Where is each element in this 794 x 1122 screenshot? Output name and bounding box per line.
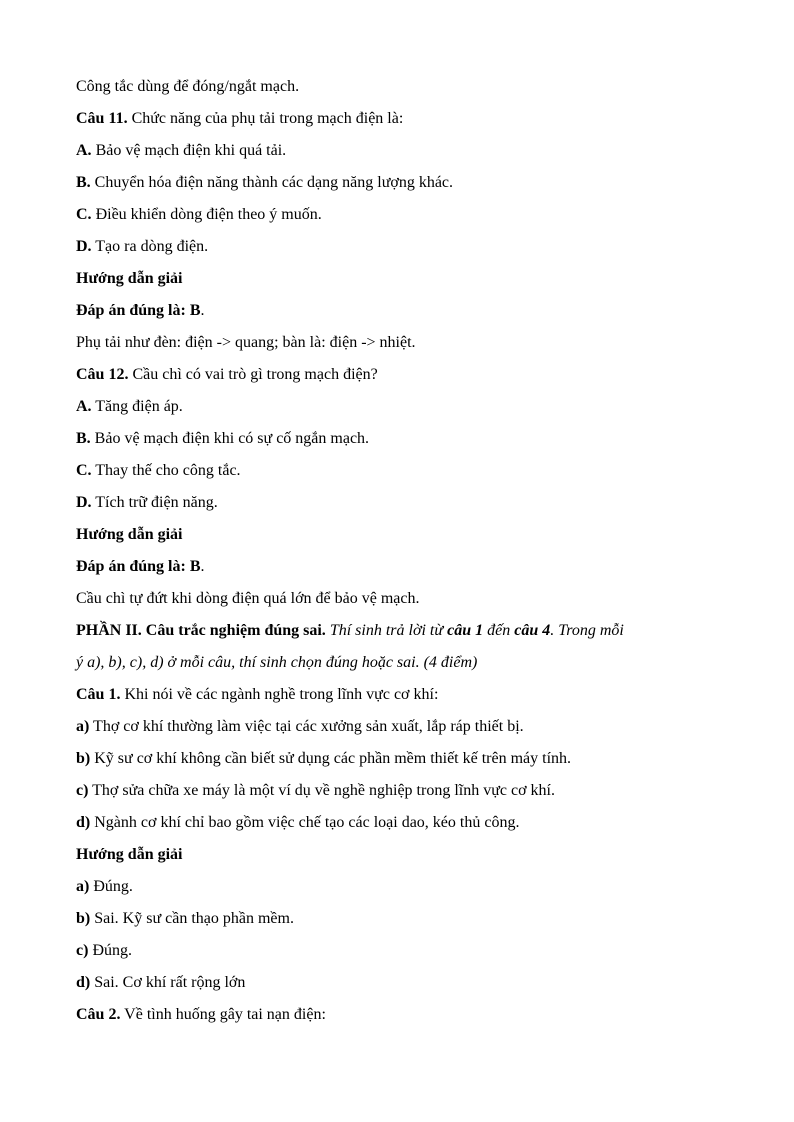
option-text: Bảo vệ mạch điện khi quá tải. — [91, 142, 287, 159]
option-c — [76, 205, 736, 225]
option-b — [76, 429, 736, 449]
part-2-heading — [76, 621, 736, 641]
statement-label: c) — [76, 782, 89, 799]
solution-text: Đúng. — [88, 942, 132, 959]
option-text: Thay thế cho công tắc. — [91, 462, 241, 479]
answer-line — [76, 557, 736, 577]
explanation — [76, 589, 736, 609]
solution-label: d) — [76, 974, 91, 991]
option-label: A. — [76, 142, 92, 159]
answer-text: . — [200, 558, 205, 575]
answer-line — [76, 301, 736, 321]
paragraph-text: Công tắc dùng để đóng/ngắt mạch. — [76, 78, 300, 95]
solution-b — [76, 909, 736, 929]
part2-question-2 — [76, 1005, 736, 1025]
statement-label: a) — [76, 718, 90, 735]
option-label: D. — [76, 494, 92, 511]
question-label: Câu 1. — [76, 686, 121, 703]
solution-label: a) — [76, 878, 90, 895]
solution-text: Sai. Cơ khí rất rộng lớn — [90, 974, 246, 991]
option-label: B. — [76, 430, 91, 447]
statement-c — [76, 781, 736, 801]
option-d — [76, 237, 736, 257]
solution-heading-text: Hướng dẫn giải — [76, 846, 183, 863]
solution-text: Đúng. — [89, 878, 133, 895]
instruction-bold: câu 1 — [447, 622, 484, 639]
statement-text: Thợ sửa chữa xe máy là một ví dụ về nghề nghiệp trong lĩnh vực cơ khí. — [88, 782, 555, 799]
instruction-text: đến — [483, 622, 515, 639]
solution-heading — [76, 269, 736, 289]
solution-d — [76, 973, 736, 993]
option-a — [76, 141, 736, 161]
option-label: A. — [76, 398, 92, 415]
question-text: Khi nói về các ngành nghề trong lĩnh vực cơ khí: — [120, 686, 439, 703]
question-11 — [76, 109, 736, 129]
statement-text: Thợ cơ khí thường làm việc tại các xưởng sản xuất, lắp ráp thiết bị. — [89, 718, 524, 735]
explanation-text: Cầu chì tự đứt khi dòng điện quá lớn để bảo vệ mạch. — [76, 590, 420, 607]
solution-heading-text: Hướng dẫn giải — [76, 526, 183, 543]
solution-a — [76, 877, 736, 897]
text-line — [76, 77, 736, 97]
question-label: Câu 12. — [76, 366, 129, 383]
question-12 — [76, 365, 736, 385]
question-text: Cầu chì có vai trò gì trong mạch điện? — [128, 366, 378, 383]
option-d — [76, 493, 736, 513]
instruction-text: ý a), b), c), d) ở mỗi câu, thí sinh chọn đúng hoặc sai. (4 điểm) — [76, 654, 478, 671]
part-label: PHẦN II. Câu trắc nghiệm đúng sai. — [76, 622, 326, 639]
explanation-text: Phụ tải như đèn: điện -> quang; bàn là: điện -> nhiệt. — [76, 334, 416, 351]
explanation — [76, 333, 736, 353]
option-text: Bảo vệ mạch điện khi có sự cố ngắn mạch. — [90, 430, 370, 447]
solution-label: b) — [76, 910, 91, 927]
answer-text: . — [200, 302, 205, 319]
instruction-bold: câu 4 — [514, 622, 551, 639]
statement-text: Ngành cơ khí chỉ bao gồm việc chế tạo các loại dao, kéo thủ công. — [90, 814, 520, 831]
question-text: Về tình huống gây tai nạn điện: — [120, 1006, 326, 1023]
question-label: Câu 11. — [76, 110, 128, 127]
solution-c — [76, 941, 736, 961]
option-a — [76, 397, 736, 417]
option-label: C. — [76, 462, 92, 479]
solution-heading-text: Hướng dẫn giải — [76, 270, 183, 287]
solution-heading — [76, 845, 736, 865]
part2-question-1 — [76, 685, 736, 705]
option-text: Chuyển hóa điện năng thành các dạng năng lượng khác. — [90, 174, 454, 191]
statement-b — [76, 749, 736, 769]
option-label: B. — [76, 174, 91, 191]
option-text: Tăng điện áp. — [91, 398, 183, 415]
instruction-text: . Trong mỗi — [550, 622, 624, 639]
answer-label: Đáp án đúng là: B — [76, 558, 201, 575]
option-text: Tích trữ điện năng. — [91, 494, 218, 511]
solution-label: c) — [76, 942, 89, 959]
statement-d — [76, 813, 736, 833]
statement-label: d) — [76, 814, 91, 831]
option-text: Tạo ra dòng điện. — [91, 238, 209, 255]
part-2-instruction-cont — [76, 653, 736, 673]
statement-text: Kỹ sư cơ khí không cần biết sử dụng các phần mềm thiết kế trên máy tính. — [90, 750, 572, 767]
instruction-text: Thí sinh trả lời từ — [325, 622, 448, 639]
option-b — [76, 173, 736, 193]
statement-label: b) — [76, 750, 91, 767]
statement-a — [76, 717, 736, 737]
solution-text: Sai. Kỹ sư cần thạo phần mềm. — [90, 910, 294, 927]
option-text: Điều khiển dòng điện theo ý muốn. — [91, 206, 322, 223]
solution-heading — [76, 525, 736, 545]
option-c — [76, 461, 736, 481]
option-label: C. — [76, 206, 92, 223]
answer-label: Đáp án đúng là: B — [76, 302, 201, 319]
option-label: D. — [76, 238, 92, 255]
question-label: Câu 2. — [76, 1006, 121, 1023]
question-text: Chức năng của phụ tải trong mạch điện là: — [127, 110, 404, 127]
